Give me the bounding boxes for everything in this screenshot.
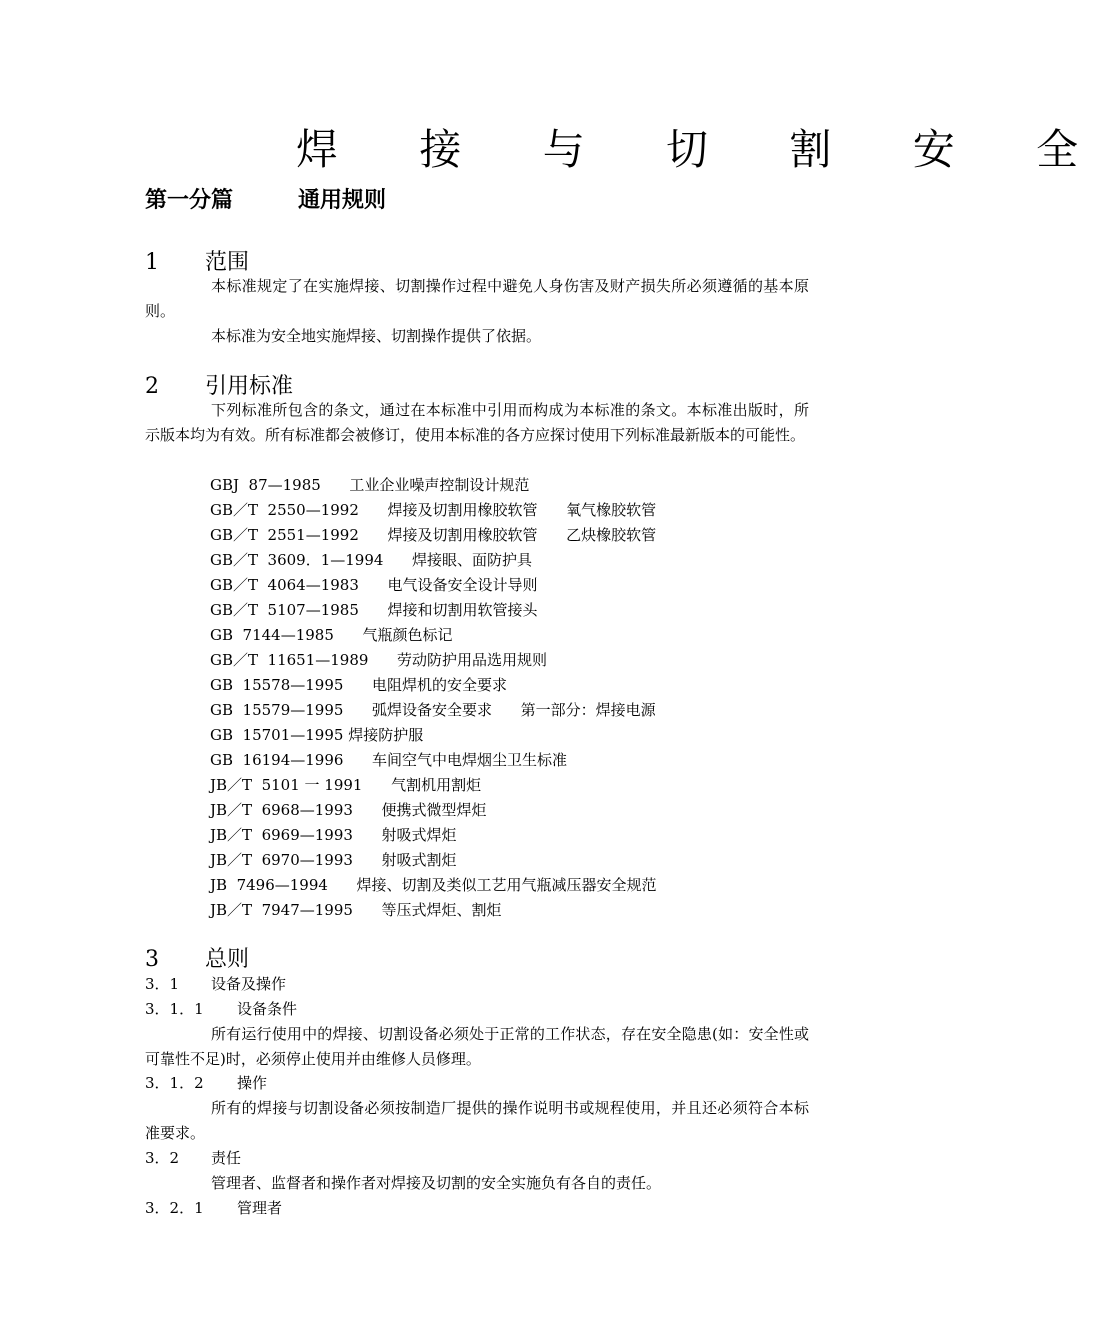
section-1-paragraph-2: 本标准为安全地实施焊接、切割操作提供了依据。	[211, 327, 542, 345]
section-1-paragraph-1: 本标准规定了在实施焊接、切割操作过程中避免人身伤害及财产损失所必须遵循的基本原则。	[145, 277, 809, 320]
reference-standard-item: JB／T 6969—1993 射吸式焊炬	[210, 826, 457, 844]
reference-standard-item: GB 15701—1995 焊接防护服	[210, 726, 424, 744]
reference-standard-item: GB／T 4064—1983 电气设备安全设计导则	[210, 576, 538, 594]
subsection-3-2-title: 责任	[211, 1149, 242, 1167]
reference-standard-item: JB／T 5101 一 1991 气割机用割炬	[210, 776, 482, 794]
subsection-3-1-number: 3．1	[145, 975, 180, 993]
section-1-title: 范围	[205, 250, 250, 275]
subsection-3-1-2-title: 操作	[237, 1074, 268, 1092]
section-1-number: 1	[145, 250, 159, 275]
reference-standard-item: GB 15579—1995 弧焊设备安全要求 第一部分：焊接电源	[210, 701, 656, 719]
reference-standard-item: JB 7496—1994 焊接、切割及类似工艺用气瓶减压器安全规范	[210, 876, 657, 894]
reference-standard-item: GB／T 5107—1985 焊接和切割用软管接头	[210, 601, 538, 619]
section-3-title: 总则	[205, 947, 250, 972]
reference-standard-item: GB／T 2551—1992 焊接及切割用橡胶软管 乙炔橡胶软管	[210, 526, 657, 544]
reference-standard-item: GB／T 3609．1—1994 焊接眼、面防护具	[210, 551, 533, 569]
section-3-number: 3	[145, 947, 159, 972]
reference-standard-item: GB／T 11651—1989 劳动防护用品选用规则	[210, 651, 548, 669]
subsection-3-1-1-title: 设备条件	[237, 1000, 298, 1018]
section-2-title: 引用标准	[205, 374, 294, 399]
reference-standard-item: JB／T 7947—1995 等压式焊炬、割炬	[210, 901, 502, 919]
subsection-3-1-2-number: 3．1．2	[145, 1074, 204, 1092]
subsection-3-2-paragraph: 管理者、监督者和操作者对焊接及切割的安全实施负有各自的责任。	[211, 1174, 662, 1192]
reference-standard-item: GB 15578—1995 电阻焊机的安全要求	[210, 676, 508, 694]
subsection-3-2-1-number: 3．2．1	[145, 1199, 204, 1217]
subsection-3-1-2-paragraph: 所有的焊接与切割设备必须按制造厂提供的操作说明书或规程使用，并且还必须符合本标准要求。	[145, 1099, 809, 1142]
reference-standard-item: GB／T 2550—1992 焊接及切割用橡胶软管 氧气橡胶软管	[210, 501, 657, 519]
reference-standard-item: GB 16194—1996 车间空气中电焊烟尘卫生标准	[210, 751, 568, 769]
subsection-3-2-number: 3．2	[145, 1149, 180, 1167]
part-label: 第一分篇	[145, 187, 234, 213]
reference-standard-item: JB／T 6968—1993 便携式微型焊炬	[210, 801, 487, 819]
subsection-3-1-1-paragraph: 所有运行使用中的焊接、切割设备必须处于正常的工作状态，存在安全隐患(如：安全性或可靠性不足)时，必须停止使用并由维修人员修理。	[145, 1025, 809, 1068]
part-name: 通用规则	[298, 187, 387, 213]
subsection-3-2-1-title: 管理者	[237, 1199, 283, 1217]
document-title: 焊 接 与 切 割 安 全	[296, 125, 1112, 174]
subsection-3-1-1-number: 3．1．1	[145, 1000, 204, 1018]
subsection-3-1-title: 设备及操作	[211, 975, 287, 993]
section-2-number: 2	[145, 374, 159, 399]
section-2-paragraph-1: 下列标准所包含的条文，通过在本标准中引用而构成为本标准的条文。本标准出版时，所示版本均为有效。所有标准都会被修订，使用本标准的各方应探讨使用下列标准最新版本的可能性。	[145, 401, 809, 444]
reference-standard-item: JB／T 6970—1993 射吸式割炬	[210, 851, 457, 869]
reference-standard-item: GB 7144—1985 气瓶颜色标记	[210, 626, 453, 644]
reference-standard-item: GBJ 87—1985 工业企业噪声控制设计规范	[210, 476, 530, 494]
